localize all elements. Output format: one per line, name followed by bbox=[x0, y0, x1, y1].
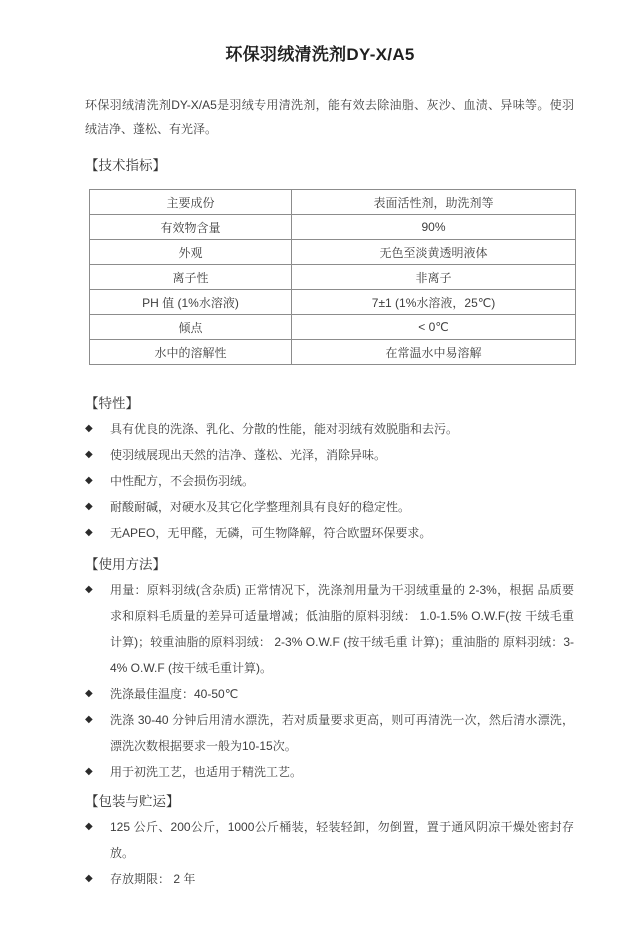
table-row bbox=[90, 240, 576, 265]
spec-value: 无色至淡黄透明液体 bbox=[292, 240, 576, 265]
section-heading-usage: 【使用方法】 bbox=[85, 557, 166, 572]
spec-label: 主要成份 bbox=[90, 190, 292, 215]
document-page bbox=[0, 44, 640, 948]
diamond-bullet-icon: ◆ bbox=[85, 501, 93, 512]
tech-spec-table bbox=[89, 189, 576, 365]
table-row bbox=[90, 340, 576, 365]
list-item bbox=[85, 416, 574, 442]
spec-value: 90% bbox=[292, 215, 576, 240]
diamond-bullet-icon: ◆ bbox=[85, 873, 93, 884]
spec-label: 有效物含量 bbox=[90, 215, 292, 240]
list-item-text: 存放期限： 2 年 bbox=[110, 872, 196, 886]
features-list bbox=[85, 416, 574, 546]
list-item bbox=[85, 759, 574, 785]
section-heading-packing: 【包装与贮运】 bbox=[85, 794, 180, 809]
spec-value: < 0℃ bbox=[292, 315, 576, 340]
list-item-text: 中性配方，不会损伤羽绒。 bbox=[110, 474, 255, 488]
spec-value: 7±1 (1%水溶液，25℃) bbox=[292, 290, 576, 315]
spec-label: 离子性 bbox=[90, 265, 292, 290]
list-item bbox=[85, 866, 574, 892]
list-item bbox=[85, 681, 574, 707]
list-item-text: 具有优良的洗涤、乳化、分散的性能，能对羽绒有效脱脂和去污。 bbox=[110, 422, 459, 436]
list-item bbox=[85, 442, 574, 468]
spec-value: 非离子 bbox=[292, 265, 576, 290]
diamond-bullet-icon: ◆ bbox=[85, 449, 93, 460]
table-row bbox=[90, 315, 576, 340]
diamond-bullet-icon: ◆ bbox=[85, 423, 93, 434]
page-title: 环保羽绒清洗剂DY-X/A5 bbox=[225, 45, 415, 64]
list-item-text: 耐酸耐碱，对硬水及其它化学整理剂具有良好的稳定性。 bbox=[110, 500, 411, 514]
list-item-text: 用于初洗工艺，也适用于精洗工艺。 bbox=[110, 765, 303, 779]
list-item bbox=[85, 494, 574, 520]
diamond-bullet-icon: ◆ bbox=[85, 584, 93, 595]
section-heading-features: 【特性】 bbox=[85, 396, 139, 411]
list-item bbox=[85, 707, 574, 759]
table-row bbox=[90, 265, 576, 290]
diamond-bullet-icon: ◆ bbox=[85, 475, 93, 486]
diamond-bullet-icon: ◆ bbox=[85, 821, 93, 832]
packing-list bbox=[85, 814, 574, 892]
spec-label: 水中的溶解性 bbox=[90, 340, 292, 365]
list-item bbox=[85, 468, 574, 494]
diamond-bullet-icon: ◆ bbox=[85, 766, 93, 777]
list-item bbox=[85, 814, 574, 866]
spec-label: 倾点 bbox=[90, 315, 292, 340]
list-item-text: 洗涤 30-40 分钟后用清水漂洗，若对质量要求更高，则可再清洗一次，然后清水漂洗，漂洗次数根据要求一般为10-15次。 bbox=[110, 713, 574, 753]
diamond-bullet-icon: ◆ bbox=[85, 527, 93, 538]
table-row bbox=[90, 290, 576, 315]
intro-paragraph: 环保羽绒清洗剂DY-X/A5是羽绒专用清洗剂，能有效去除油脂、灰沙、血渍、异味等。使羽绒洁净、蓬松、有光泽。 bbox=[85, 98, 574, 136]
list-item-text: 用量：原料羽绒(含杂质) 正常情况下，洗涤剂用量为干羽绒重量的 2-3%，根据 品质要求和原料毛质量的差异可适量增减；低油脂的原料羽绒： 1.0-1.5% O.W.F(按 干绒毛重计算)；较重油脂的原料羽绒： 2-3% O.W.F (按干绒毛重 计算)；重油脂的 原料羽绒：3-4% O.W.F (按干绒毛重计算)。 bbox=[110, 583, 574, 675]
spec-label: 外观 bbox=[90, 240, 292, 265]
usage-list bbox=[85, 577, 574, 785]
list-item-text: 无APEO，无甲醛，无磷，可生物降解，符合欧盟环保要求。 bbox=[110, 526, 432, 540]
diamond-bullet-icon: ◆ bbox=[85, 688, 93, 699]
table-row bbox=[90, 215, 576, 240]
list-item bbox=[85, 520, 574, 546]
spec-value: 在常温水中易溶解 bbox=[292, 340, 576, 365]
list-item-text: 洗涤最佳温度：40-50℃ bbox=[110, 687, 239, 701]
diamond-bullet-icon: ◆ bbox=[85, 714, 93, 725]
table-row bbox=[90, 190, 576, 215]
spec-label: PH 值 (1%水溶液) bbox=[90, 290, 292, 315]
section-heading-tech-specs: 【技术指标】 bbox=[85, 158, 166, 173]
list-item-text: 使羽绒展现出天然的洁净、蓬松、光泽，消除异味。 bbox=[110, 448, 387, 462]
list-item-text: 125 公斤、200公斤，1000公斤桶装，轻装轻卸，勿倒置，置于通风阴凉干燥处密封存放。 bbox=[110, 820, 574, 860]
spec-value: 表面活性剂，助洗剂等 bbox=[292, 190, 576, 215]
list-item bbox=[85, 577, 574, 681]
